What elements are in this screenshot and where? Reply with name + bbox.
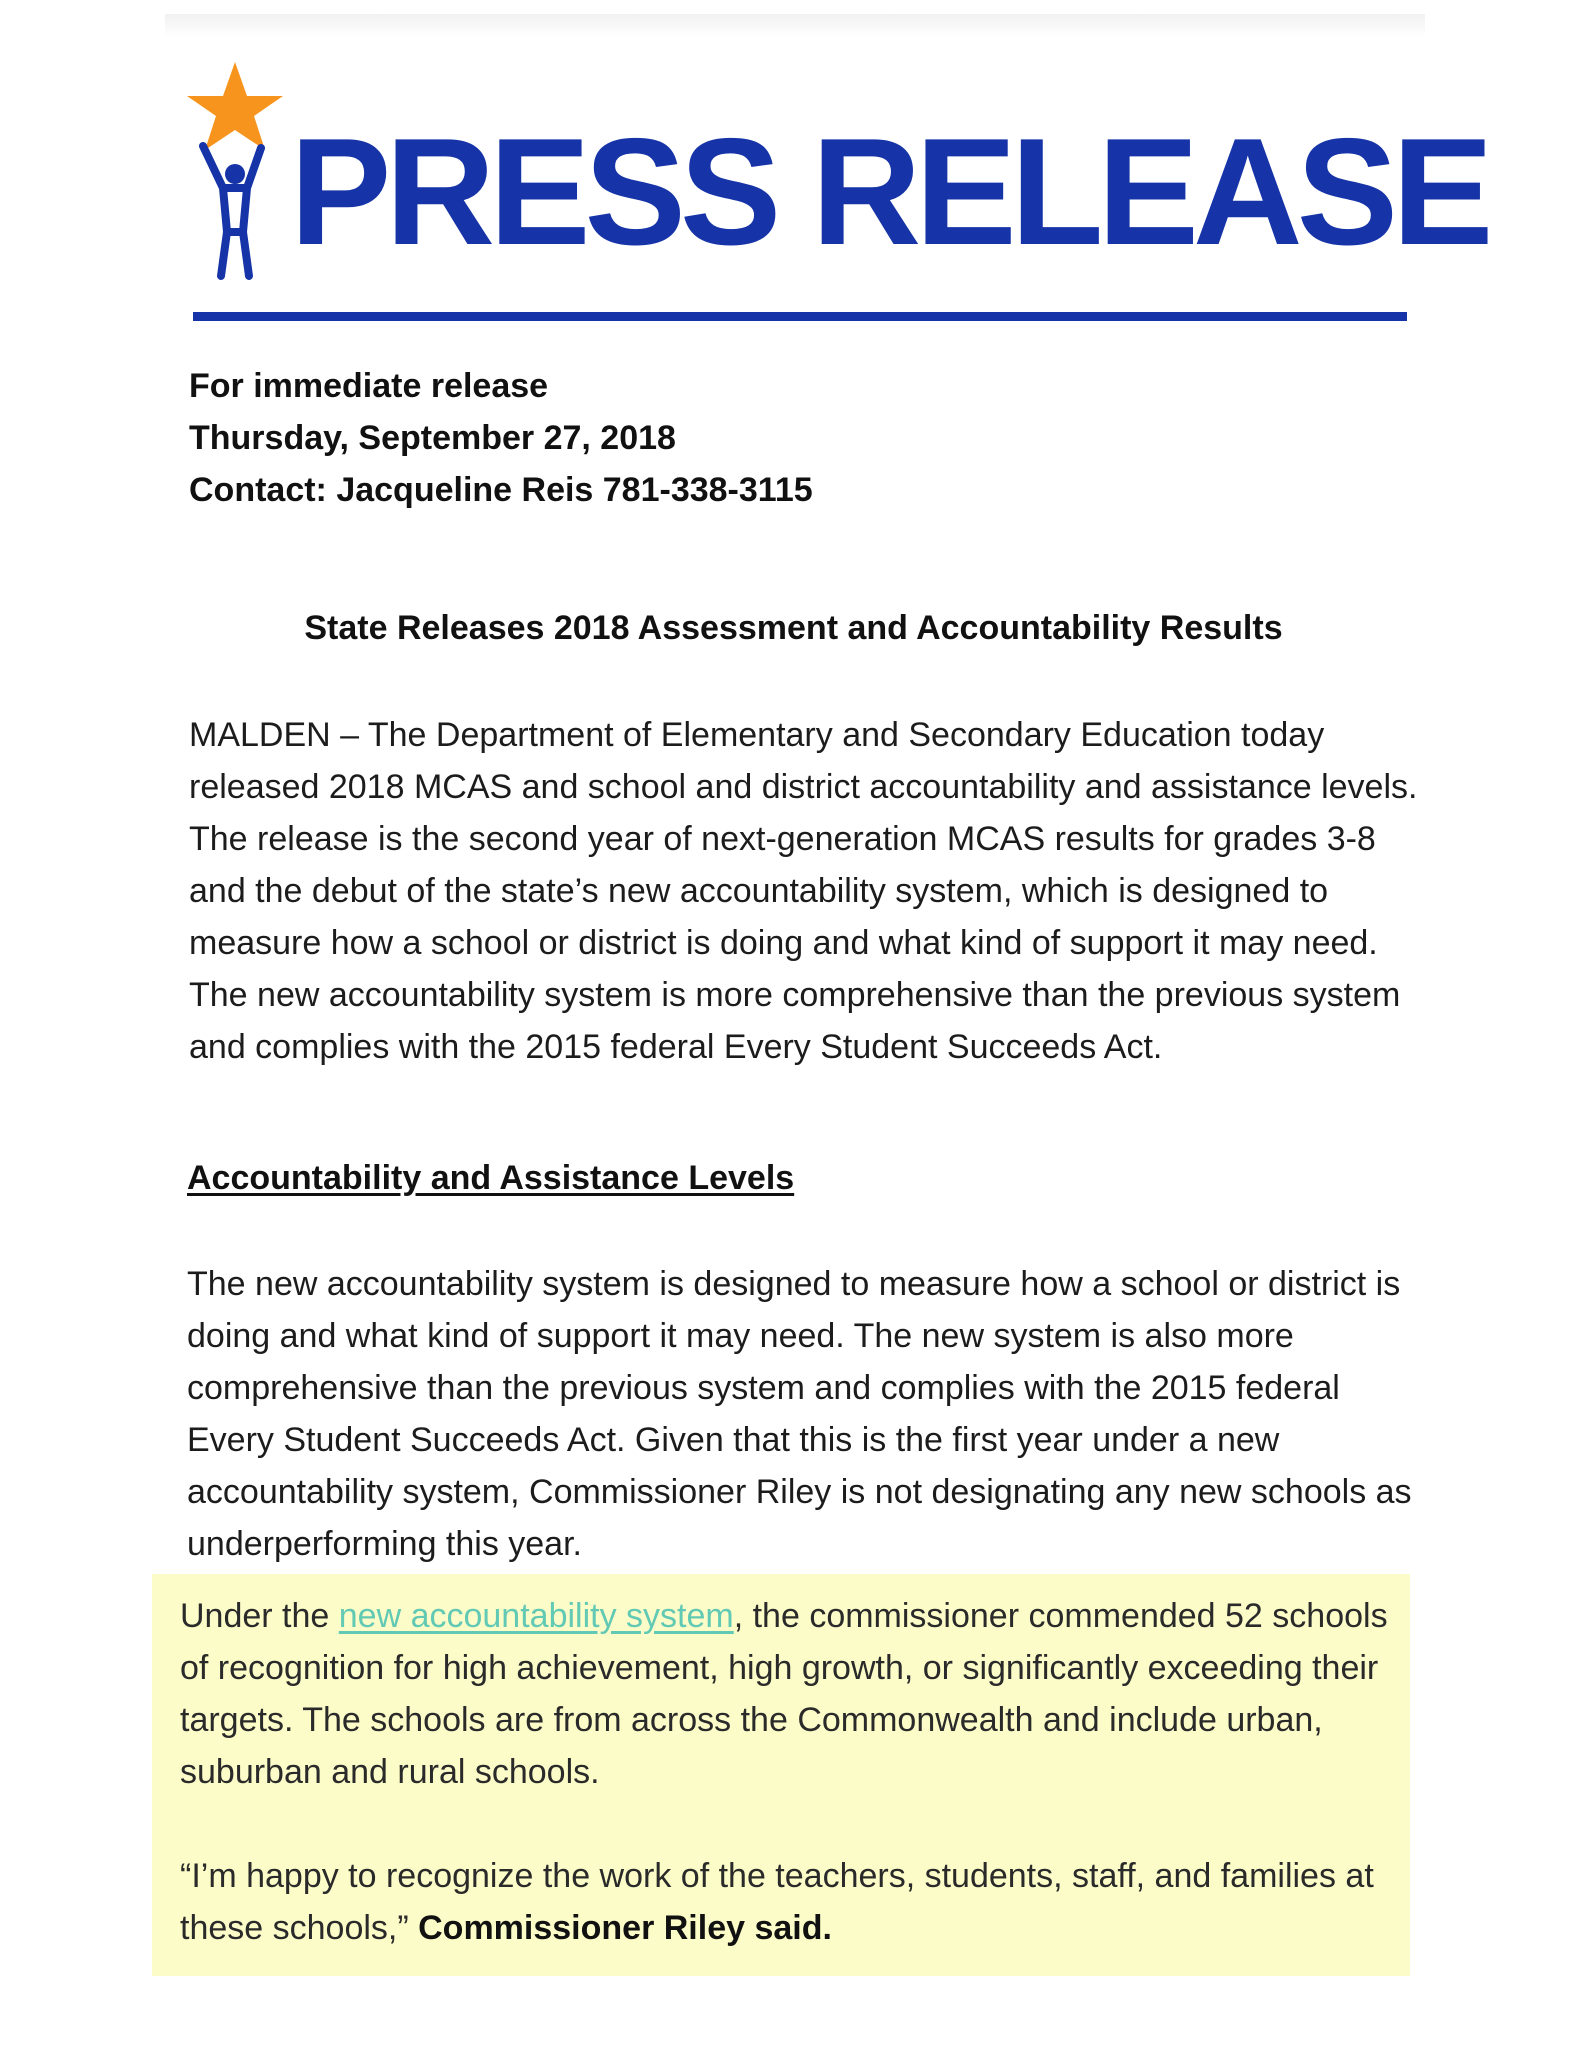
section-heading: Accountability and Assistance Levels [187, 1159, 795, 1197]
contact-info: Contact: Jacqueline Reis 781-338-3115 [189, 471, 813, 509]
recognition-paragraph [180, 1590, 1400, 1798]
release-date: Thursday, September 27, 2018 [189, 419, 676, 457]
person-holding-star-icon [175, 62, 295, 282]
quote-attribution: Commissioner Riley said. [418, 1909, 832, 1947]
accountability-system-link[interactable]: new accountability system [338, 1597, 734, 1635]
intro-paragraph: MALDEN – The Department of Elementary and Secondary Education today released 2018 MCAS and school and district accountability and assistance levels. The release is the second year of next-generation MCAS results for grades 3-8 and the debut of the state’s new accountability system, which is designed to measure how a school or district is doing and what kind of support it may need. The new accountability system is more comprehensive than the previous system and complies with the 2015 federal Every Student Succeeds Act. [189, 716, 1418, 1066]
person-head [225, 164, 245, 184]
recognition-suffix: , the commissioner commended 52 schools of recognition for high achievement, high growth, or significantly exceeding their targets. The schools are from across the Commonwealth and include urban, suburban and rural schools. [180, 1597, 1388, 1791]
quote-text: “I’m happy to recognize the work of the teachers, students, staff, and families at these schools,” [180, 1857, 1374, 1947]
star-icon [187, 62, 283, 150]
release-line: For immediate release [189, 367, 549, 405]
title-divider [193, 312, 1407, 321]
quote-paragraph [180, 1850, 1400, 1954]
recognition-prefix: Under the [180, 1597, 339, 1635]
section-paragraph: The new accountability system is designed to measure how a school or district is doing and what kind of support it may need. The new system is also more comprehensive than the previous system and complies with the 2015 federal Every Student Succeeds Act. Given that this is the first year under a new accountability system, Commissioner Riley is not designating any new schools as underperforming this year. [187, 1265, 1412, 1563]
release-meta [189, 360, 813, 516]
press-release-title: PRESS RELEASE [290, 107, 1488, 277]
headline: State Releases 2018 Assessment and Accountability Results [304, 609, 1283, 647]
top-shadow [165, 14, 1425, 38]
